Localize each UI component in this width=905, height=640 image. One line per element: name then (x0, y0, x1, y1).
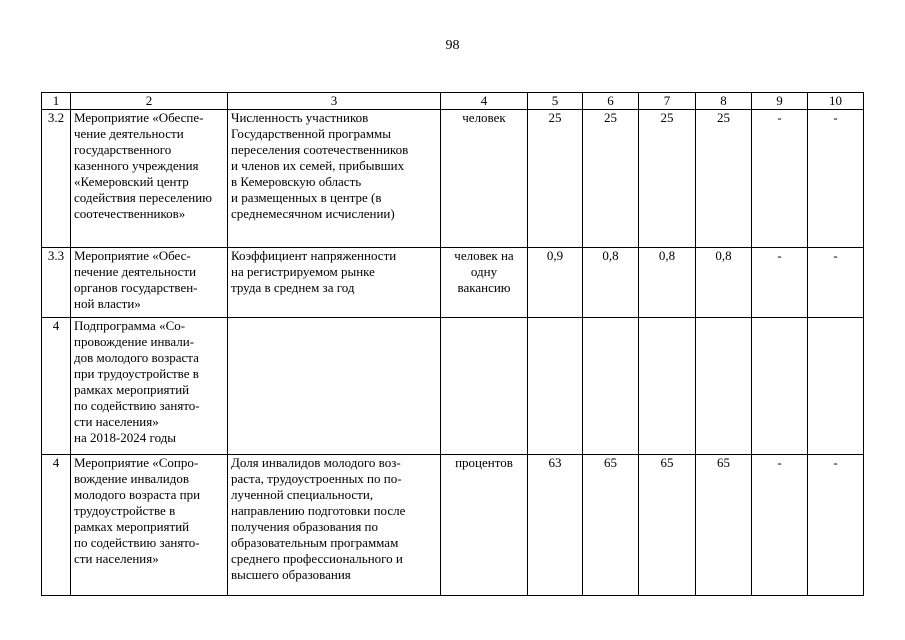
cell-text-line: среднемесячном исчислении) (231, 206, 395, 221)
cell-text-line: раста, трудоустроенных по по- (231, 471, 402, 486)
value-cell: - (808, 455, 864, 596)
column-header: 8 (696, 93, 752, 110)
value-cell: 63 (528, 455, 583, 596)
cell-text-line: соотечественников» (74, 206, 186, 221)
column-header: 1 (42, 93, 71, 110)
cell-text-line: среднего профессионального и (231, 551, 403, 566)
value-cell: 65 (639, 455, 696, 596)
value-cell: - (752, 110, 808, 248)
cell-text-line: органов государствен- (74, 280, 198, 295)
value-cell: 25 (528, 110, 583, 248)
cell-text-line: образовательным программам (231, 535, 399, 550)
table-row (42, 455, 864, 596)
cell-text-line: по содействию занято- (74, 398, 200, 413)
value-cell: - (808, 248, 864, 318)
event-name-cell (71, 110, 228, 248)
cell-text-line: при трудоустройстве в (74, 366, 199, 381)
table-row (42, 248, 864, 318)
cell-text-line: печение деятельности (74, 264, 197, 279)
column-header: 3 (228, 93, 441, 110)
value-cell: 0,8 (696, 248, 752, 318)
value-cell: 0,9 (528, 248, 583, 318)
cell-text-line: молодого возраста при (74, 487, 201, 502)
unit-cell (441, 248, 528, 318)
value-cell (583, 318, 639, 455)
event-name-cell (71, 455, 228, 596)
table-row (42, 318, 864, 455)
column-header: 10 (808, 93, 864, 110)
cell-text-line: содействия переселению (74, 190, 212, 205)
cell-text-line: сти населения» (74, 551, 159, 566)
header-row (42, 93, 864, 110)
cell-text-line: направлению подготовки после (231, 503, 406, 518)
column-header: 7 (639, 93, 696, 110)
value-cell (696, 318, 752, 455)
value-cell: 65 (583, 455, 639, 596)
cell-text-line: лученной специальности, (231, 487, 374, 502)
cell-text-line: и членов их семей, прибывших (231, 158, 405, 173)
row-number: 4 (42, 455, 71, 596)
value-cell: 25 (639, 110, 696, 248)
value-cell: 25 (696, 110, 752, 248)
cell-text-line: государственного (74, 142, 172, 157)
indicator-name-cell (228, 110, 441, 248)
cell-text-line: процентов (455, 455, 513, 470)
unit-cell (441, 455, 528, 596)
column-header: 2 (71, 93, 228, 110)
cell-text-line: Мероприятие «Обес- (74, 248, 191, 263)
cell-text-line: Государственной программы (231, 126, 392, 141)
row-number: 3.2 (42, 110, 71, 248)
cell-text-line: на регистрируемом рынке (231, 264, 375, 279)
cell-text-line: дов молодого возраста (74, 350, 199, 365)
cell-text-line: Мероприятие «Сопро- (74, 455, 199, 470)
indicator-name-cell (228, 455, 441, 596)
cell-text-line: «Кемеровский центр (74, 174, 189, 189)
column-header: 4 (441, 93, 528, 110)
cell-text-line: труда в среднем за год (231, 280, 355, 295)
cell-text-line: человек на (454, 248, 514, 263)
value-cell (808, 318, 864, 455)
cell-text-line: трудоустройстве в (74, 503, 176, 518)
cell-text-line: Коэффициент напряженности (231, 248, 397, 263)
cell-text-line: одну (470, 264, 498, 279)
cell-text-line: казенного учреждения (74, 158, 199, 173)
value-cell: 0,8 (639, 248, 696, 318)
cell-text-line: высшего образования (231, 567, 351, 582)
cell-text-line: сти населения» (74, 414, 159, 429)
cell-text-line: вождение инвалидов (74, 471, 189, 486)
cell-text-line: в Кемеровскую область (231, 174, 362, 189)
cell-text-line: получения образования по (231, 519, 379, 534)
row-number: 3.3 (42, 248, 71, 318)
unit-cell (441, 318, 528, 455)
value-cell (528, 318, 583, 455)
cell-text-line: Доля инвалидов молодого воз- (231, 455, 401, 470)
value-cell: 0,8 (583, 248, 639, 318)
cell-text-line: рамках мероприятий (74, 382, 190, 397)
indicator-name-cell (228, 318, 441, 455)
event-name-cell (71, 248, 228, 318)
value-cell: - (808, 110, 864, 248)
column-header: 5 (528, 93, 583, 110)
cell-text-line: Мероприятие «Обеспе- (74, 110, 204, 125)
unit-cell (441, 110, 528, 248)
page-number: 98 (445, 38, 460, 53)
value-cell: 25 (583, 110, 639, 248)
cell-text-line: переселения соотечественников (231, 142, 409, 157)
cell-text-line: чение деятельности (74, 126, 184, 141)
cell-text-line: ной власти» (74, 296, 141, 311)
value-cell: - (752, 455, 808, 596)
cell-text-line: Численность участников (231, 110, 369, 125)
value-cell: 65 (696, 455, 752, 596)
cell-text-line: и размещенных в центре (в (231, 190, 382, 205)
cell-text-line: рамках мероприятий (74, 519, 190, 534)
subprogram-name-cell (71, 318, 228, 455)
cell-text-line: по содействию занято- (74, 535, 200, 550)
cell-text-line: вакансию (457, 280, 511, 295)
column-header: 9 (752, 93, 808, 110)
column-header: 6 (583, 93, 639, 110)
cell-text-line: человек (462, 110, 506, 125)
value-cell (639, 318, 696, 455)
value-cell: - (752, 248, 808, 318)
cell-text-line: на 2018-2024 годы (74, 430, 177, 445)
cell-text-line: провождение инвали- (74, 334, 195, 349)
table-row (42, 110, 864, 248)
indicators-table (41, 92, 864, 596)
row-number: 4 (42, 318, 71, 455)
value-cell (752, 318, 808, 455)
indicator-name-cell (228, 248, 441, 318)
cell-text-line: Подпрограмма «Со- (74, 318, 186, 333)
